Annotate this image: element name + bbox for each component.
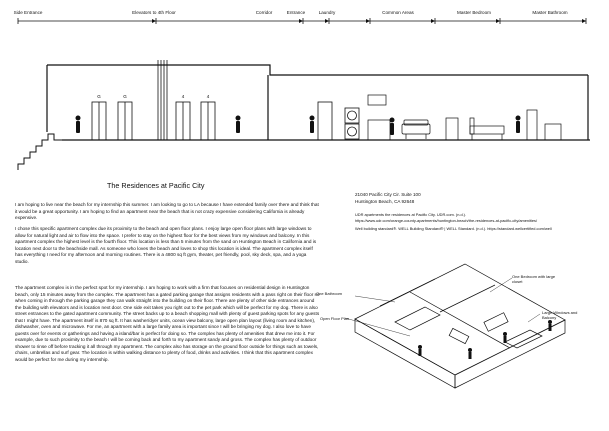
isometric-drawing: [300, 262, 609, 426]
callout-one-bathroom: One Bathroom: [316, 291, 343, 296]
paragraph-2: I chose this specific apartment complex due its proximity to the beach and open floor plans. I enjoy large open floor plans with large windows to allow for natural light and air to flow into the space. I prefer to stay on the highest floor for the best views from my windows and balcony. In this apartment complex the highest level is the fourth floor. This location is less than 5 minutes from the sand on Huntington Beach in California and is location next door to the beachside mall. As someone who loves the beach and loves to shop this location is ideal. The apartment complex itself has everything I need for my afternoon and morning routines. There is a 4800 sq ft gym, theater, pet friendly, pool, sky deck, spa, and a yoga studio.: [15, 226, 317, 264]
address-line-1: 21040 Pacific City Cir. Suite 100: [355, 192, 421, 197]
timeline-label-master-bedroom: Master Bedroom: [457, 10, 491, 15]
sequence-timeline: [0, 0, 609, 40]
project-title: The Residences at Pacific City: [107, 181, 205, 190]
elevator-sign-g-2: G: [123, 94, 127, 99]
callout-one-bedroom: One Bedroom with large closet: [512, 274, 556, 284]
callout-open-floor-plan: Open Floor Plan: [320, 316, 350, 321]
elevator-sign-4-1: 4: [181, 94, 185, 99]
citation-3: Well building standard®. WELL Building Standard® | WELL Standard. (n.d.). https://standard.wellcertified.com/well: [355, 226, 552, 231]
citation-2: https://www.udr.com/orange-county-apartments/huntington-beach/the-residences-at-pacific-city/amenities/: [355, 218, 538, 223]
paragraph-3: The apartment complex is in the perfect spot for my internship. I am hoping to work with a firm that focuses on residential design in Huntington beach, only 15 minutes away from the complex. The apartment has a gated parking garage that assigns residents with a pass right on their floor so when coming in through the parking garage they can walk straight into the building on their floor. There are plenty of other side entrances around the building with elevators and is location next door. One side exit takes you right out to the pet park which will be perfect for my dog. There is also street entrances to the gated apartment community. The street backs up to a beach shopping mall with plenty of guest parking spots for any guests that I might have. The apartment itself is 870 sq ft. It has washer/dyer units, ocean view balcony, large open plan layout (living room and kitchen), dishwasher, oven and microwave. For me, an apartment with a large family area is important since I will be bringing my dog. I also love to have guests over for events or gatherings and having a island/bar is perfect for doing so. The complex has plenty of amenities that drew me into it. For example, due to such proximity to the beach I will be coming back and forth to my apartment sandy and gross. The complex has plenty of outdoor shower to rinse off before tracking it all through my apartment. The complex also has storage on the ground floor outside for things such as towels, chairs, umbrellas and surf gear. The location is within walking distance to plenty of food, drinks and activities. I think that this apartment complex would be perfect for me during my internship.: [15, 285, 320, 362]
isometric-floor-plan: [300, 262, 609, 426]
timeline-label-laundry: Laundry: [318, 10, 336, 15]
timeline-graphic: [0, 0, 609, 40]
citation-1: UDR apartments the residences at Pacific City. UDR.com. (n.d.).: [355, 212, 467, 217]
callout-windows-balcony: Large Windows and Balcony: [542, 310, 578, 320]
address-line-2: Huntington Beach, CA 92648: [355, 199, 415, 204]
elevator-sign-g-1: G: [97, 94, 101, 99]
paragraph-1: I am hoping to live near the beach for my internship this summer. I am looking to go to LA because I have extended family over there and think that it would be a great opportunity. I am hoping to find an apartment near the beach that is not crazy expensive considering California is already expensive.: [15, 202, 319, 220]
timeline-label-master-bathroom: Master Bathroom: [532, 10, 568, 15]
timeline-label-side-entrance: Side Entrance: [13, 10, 43, 15]
timeline-label-common-areas: Common Areas: [382, 10, 414, 15]
elevator-sign-4-2: 4: [206, 94, 210, 99]
timeline-label-elevators: Elevators to 4th Floor: [132, 10, 176, 15]
timeline-label-corridor: Corridor: [255, 10, 273, 15]
section-drawing: [0, 40, 609, 180]
timeline-label-entrance: Entrance: [286, 10, 306, 15]
building-section: [0, 40, 609, 180]
